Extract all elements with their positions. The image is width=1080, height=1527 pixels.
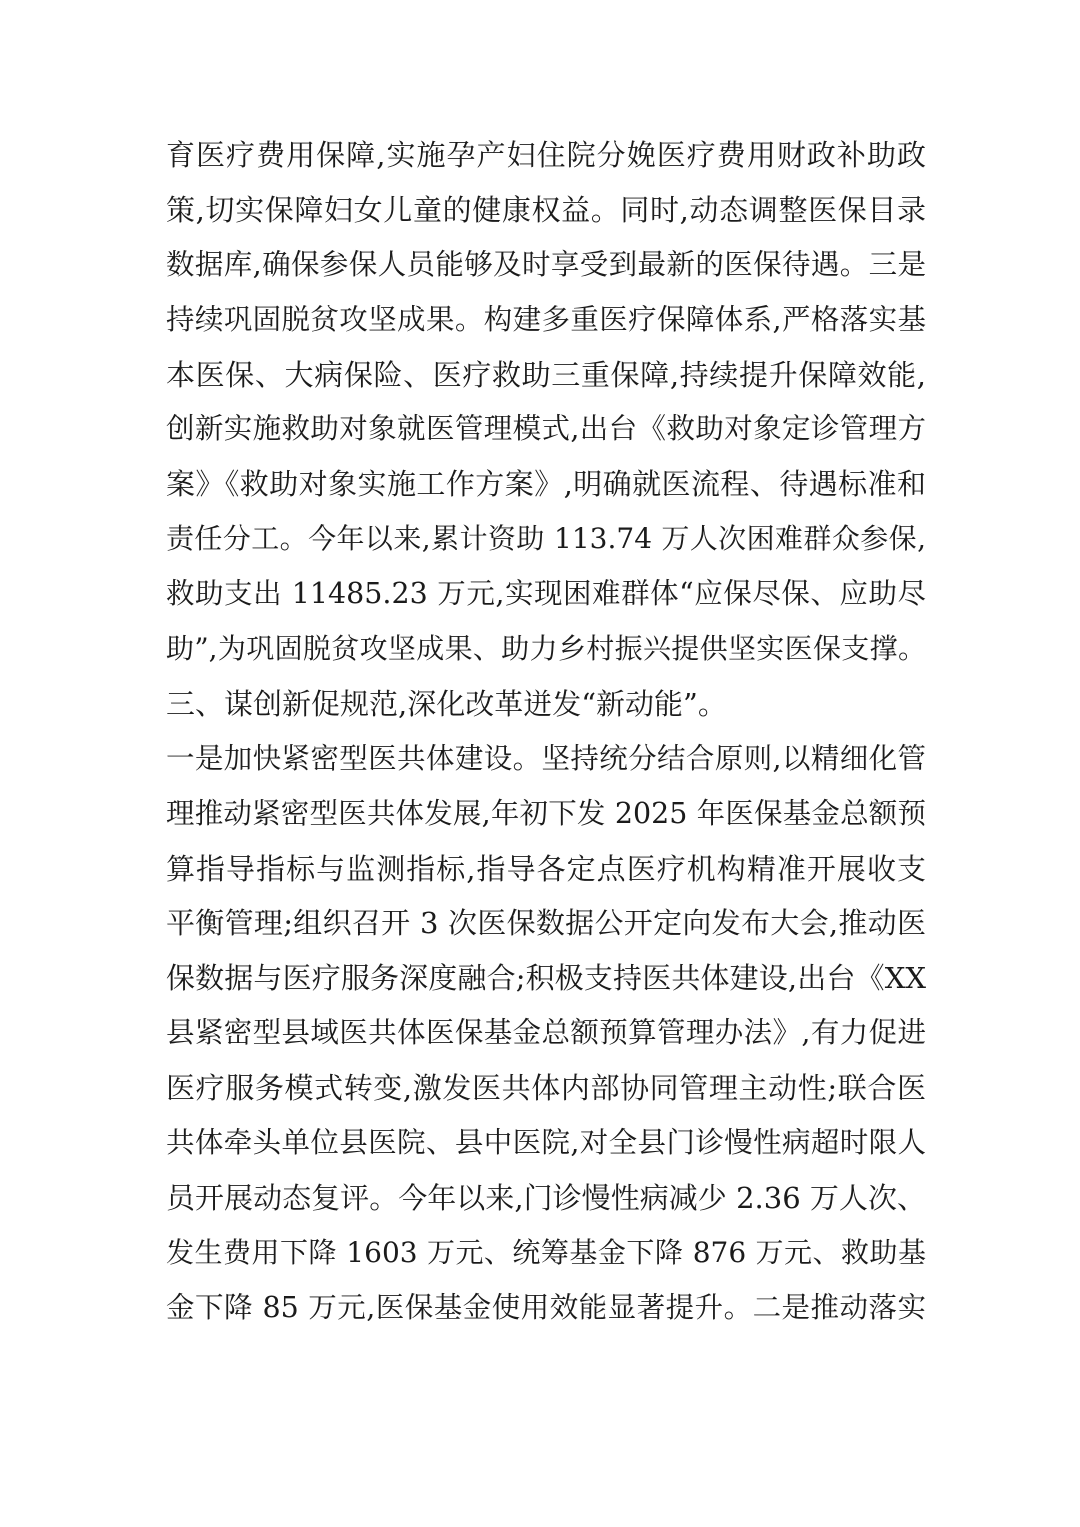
section-heading: 三、谋创新促规范,深化改革迸发“新动能”。 <box>166 686 727 721</box>
text-line: 一是加快紧密型医共体建设。坚持统分结合原则,以精细化管 <box>166 741 926 775</box>
text-line: 平衡管理;组织召开 3 次医保数据公开定向发布大会,推动医 <box>166 906 926 941</box>
text-line: 责任分工。今年以来,累计资助 113.74 万人次困难群众参保, <box>166 522 926 556</box>
text-line: 育医疗费用保障,实施孕产妇住院分娩医疗费用财政补助政 <box>166 138 926 172</box>
text-line: 数据库,确保参保人员能够及时享受到最新的医保待遇。三是 <box>166 247 926 281</box>
text-line: 本医保、大病保险、医疗救助三重保障,持续提升保障效能, <box>166 357 926 392</box>
text-line: 策,切实保障妇女儿童的健康权益。同时,动态调整医保目录 <box>166 192 926 227</box>
text-line: 助”,为巩固脱贫攻坚成果、助力乡村振兴提供坚实医保支撑。 <box>166 632 926 666</box>
text-line: 算指导指标与监测指标,指导各定点医疗机构精准开展收支 <box>166 851 926 886</box>
text-line: 共体牵头单位县医院、县中医院,对全县门诊慢性病超时限人 <box>166 1126 926 1160</box>
text-line: 员开展动态复评。今年以来,门诊慢性病减少 2.36 万人次、 <box>166 1180 926 1215</box>
text-line: 案》《救助对象实施工作方案》,明确就医流程、待遇标准和 <box>166 467 926 502</box>
body-text <box>166 128 926 1336</box>
text-line: 持续巩固脱贫攻坚成果。构建多重医疗保障体系,严格落实基 <box>166 302 926 336</box>
text-line: 保数据与医疗服务深度融合;积极支持医共体建设,出台《XX <box>166 961 926 996</box>
text-line: 发生费用下降 1603 万元、统筹基金下降 876 万元、救助基 <box>166 1235 926 1269</box>
text-line: 医疗服务模式转变,激发医共体内部协同管理主动性;联合医 <box>166 1071 926 1106</box>
text-line: 创新实施救助对象就医管理模式,出台《救助对象定诊管理方 <box>166 412 926 446</box>
text-line: 理推动紧密型医共体发展,年初下发 2025 年医保基金总额预 <box>166 796 926 830</box>
text-line: 救助支出 11485.23 万元,实现困难群体“应保尽保、应助尽 <box>166 577 926 611</box>
text-line: 金下降 85 万元,医保基金使用效能显著提升。二是推动落实 <box>166 1290 926 1324</box>
text-line: 县紧密型县域医共体医保基金总额预算管理办法》,有力促进 <box>166 1016 926 1050</box>
